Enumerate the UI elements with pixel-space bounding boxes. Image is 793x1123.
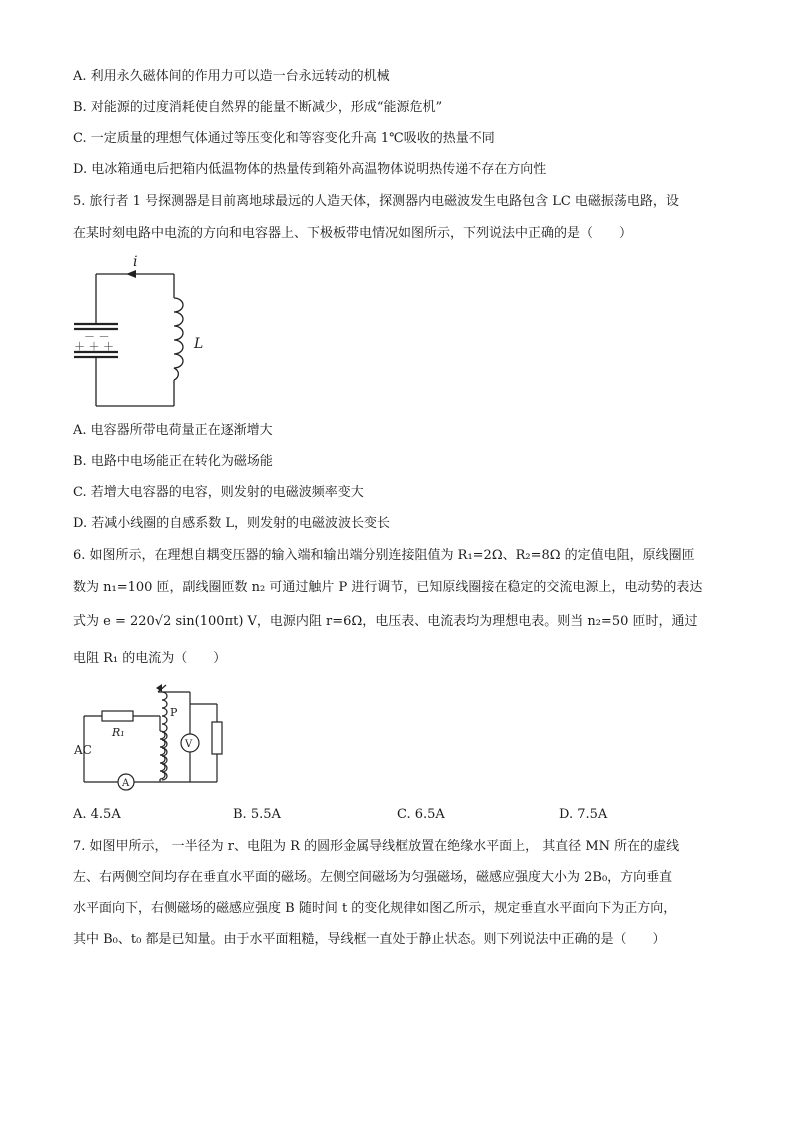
q4-option-b: B. 对能源的过度消耗使自然界的能量不断减少，形成“能源危机” (73, 100, 443, 115)
q4-option-c: C. 一定质量的理想气体通过等压变化和等容变化升高 1℃吸收的热量不同 (73, 131, 495, 146)
q5-option-d: D. 若减小线圈的自感系数 L，则发射的电磁波波长变长 (73, 516, 390, 531)
q6-stem-line-1: 6. 如图所示，在理想自耦变压器的输入端和输出端分别连接阻值为 R₁=2Ω、R₂=8Ω 的定值电阻，原线圈匝 (73, 548, 695, 563)
q7-stem-line-4: 其中 B₀、t₀ 都是已知量。由于水平面粗糙，导线框一直处于静止状态。则下列说法中正确的是（ ） (73, 932, 666, 947)
current-label: i (133, 254, 138, 270)
q7-stem-line-2: 左、右两侧空间均存在垂直水平面的磁场。左侧空间磁场为匀强磁场，磁感应强度大小为 2B₀，方向垂直 (73, 870, 673, 885)
q4-option-d: D. 电冰箱通电后把箱内低温物体的热量传到箱外高温物体说明热传递不存在方向性 (73, 162, 547, 177)
q6-option-d: D. 7.5A (559, 807, 608, 822)
slider-label: P (170, 706, 178, 719)
resistor-r2 (212, 722, 222, 754)
q6-stem-line-3: 式为 e = 220√2 sin(100πt) V，电源内阻 r=6Ω，电压表、电流表均为理想电表。则当 n₂=50 匝时，通过 (73, 614, 698, 629)
q6-option-c: C. 6.5A (397, 807, 445, 822)
q6-option-b: B. 5.5A (233, 807, 281, 822)
q4-option-a: A. 利用永久磁体间的作用力可以造一台永远转动的机械 (73, 69, 390, 84)
capacitor-top-charge: － － (84, 330, 110, 343)
q7-stem-line-1: 7. 如图甲所示， 一半径为 r、电阻为 R 的圆形金属导线框放置在绝缘水平面上， 其直径 MN 所在的虚线 (73, 839, 680, 854)
q5-option-a: A. 电容器所带电荷量正在逐渐增大 (73, 423, 273, 438)
q5-stem-line-1: 5. 旅行者 1 号探测器是目前离地球最远的人造天体，探测器内电磁波发生电路包含 LC 电磁振荡电路，设 (73, 194, 679, 209)
voltmeter-label: V (185, 739, 193, 750)
inductor-label: L (194, 336, 204, 352)
q5-stem-line-2: 在某时刻电路中电流的方向和电容器上、下极板带电情况如图所示，下列说法中正确的是（ ） (73, 226, 633, 241)
transformer-circuit-diagram (70, 676, 240, 796)
resistor-r1-label: R₁ (112, 726, 125, 739)
ac-source-label: AC (74, 743, 92, 757)
current-arrow-icon (126, 270, 136, 278)
ammeter-label: A (122, 778, 130, 789)
capacitor-bottom-charge: ＋ ＋ ＋ (74, 340, 114, 353)
q7-stem-line-3: 水平面向下，右侧磁场的磁感应强度 B 随时间 t 的变化规律如图乙所示，规定垂直水平面向下为正方向， (73, 901, 677, 916)
q6-option-a: A. 4.5A (73, 807, 121, 822)
resistor-r1 (102, 711, 133, 721)
q6-stem-line-4: 电阻 R₁ 的电流为（ ） (73, 651, 227, 666)
q6-stem-line-2: 数为 n₁=100 匝，副线圈匝数 n₂ 可通过触片 P 进行调节，已知原线圈接在稳定的交流电源上，电动势的表达 (73, 580, 703, 595)
q5-option-c: C. 若增大电容器的电容，则发射的电磁波频率变大 (73, 485, 364, 500)
lc-circuit-diagram (70, 252, 204, 412)
q5-option-b: B. 电路中电场能正在转化为磁场能 (73, 454, 273, 469)
